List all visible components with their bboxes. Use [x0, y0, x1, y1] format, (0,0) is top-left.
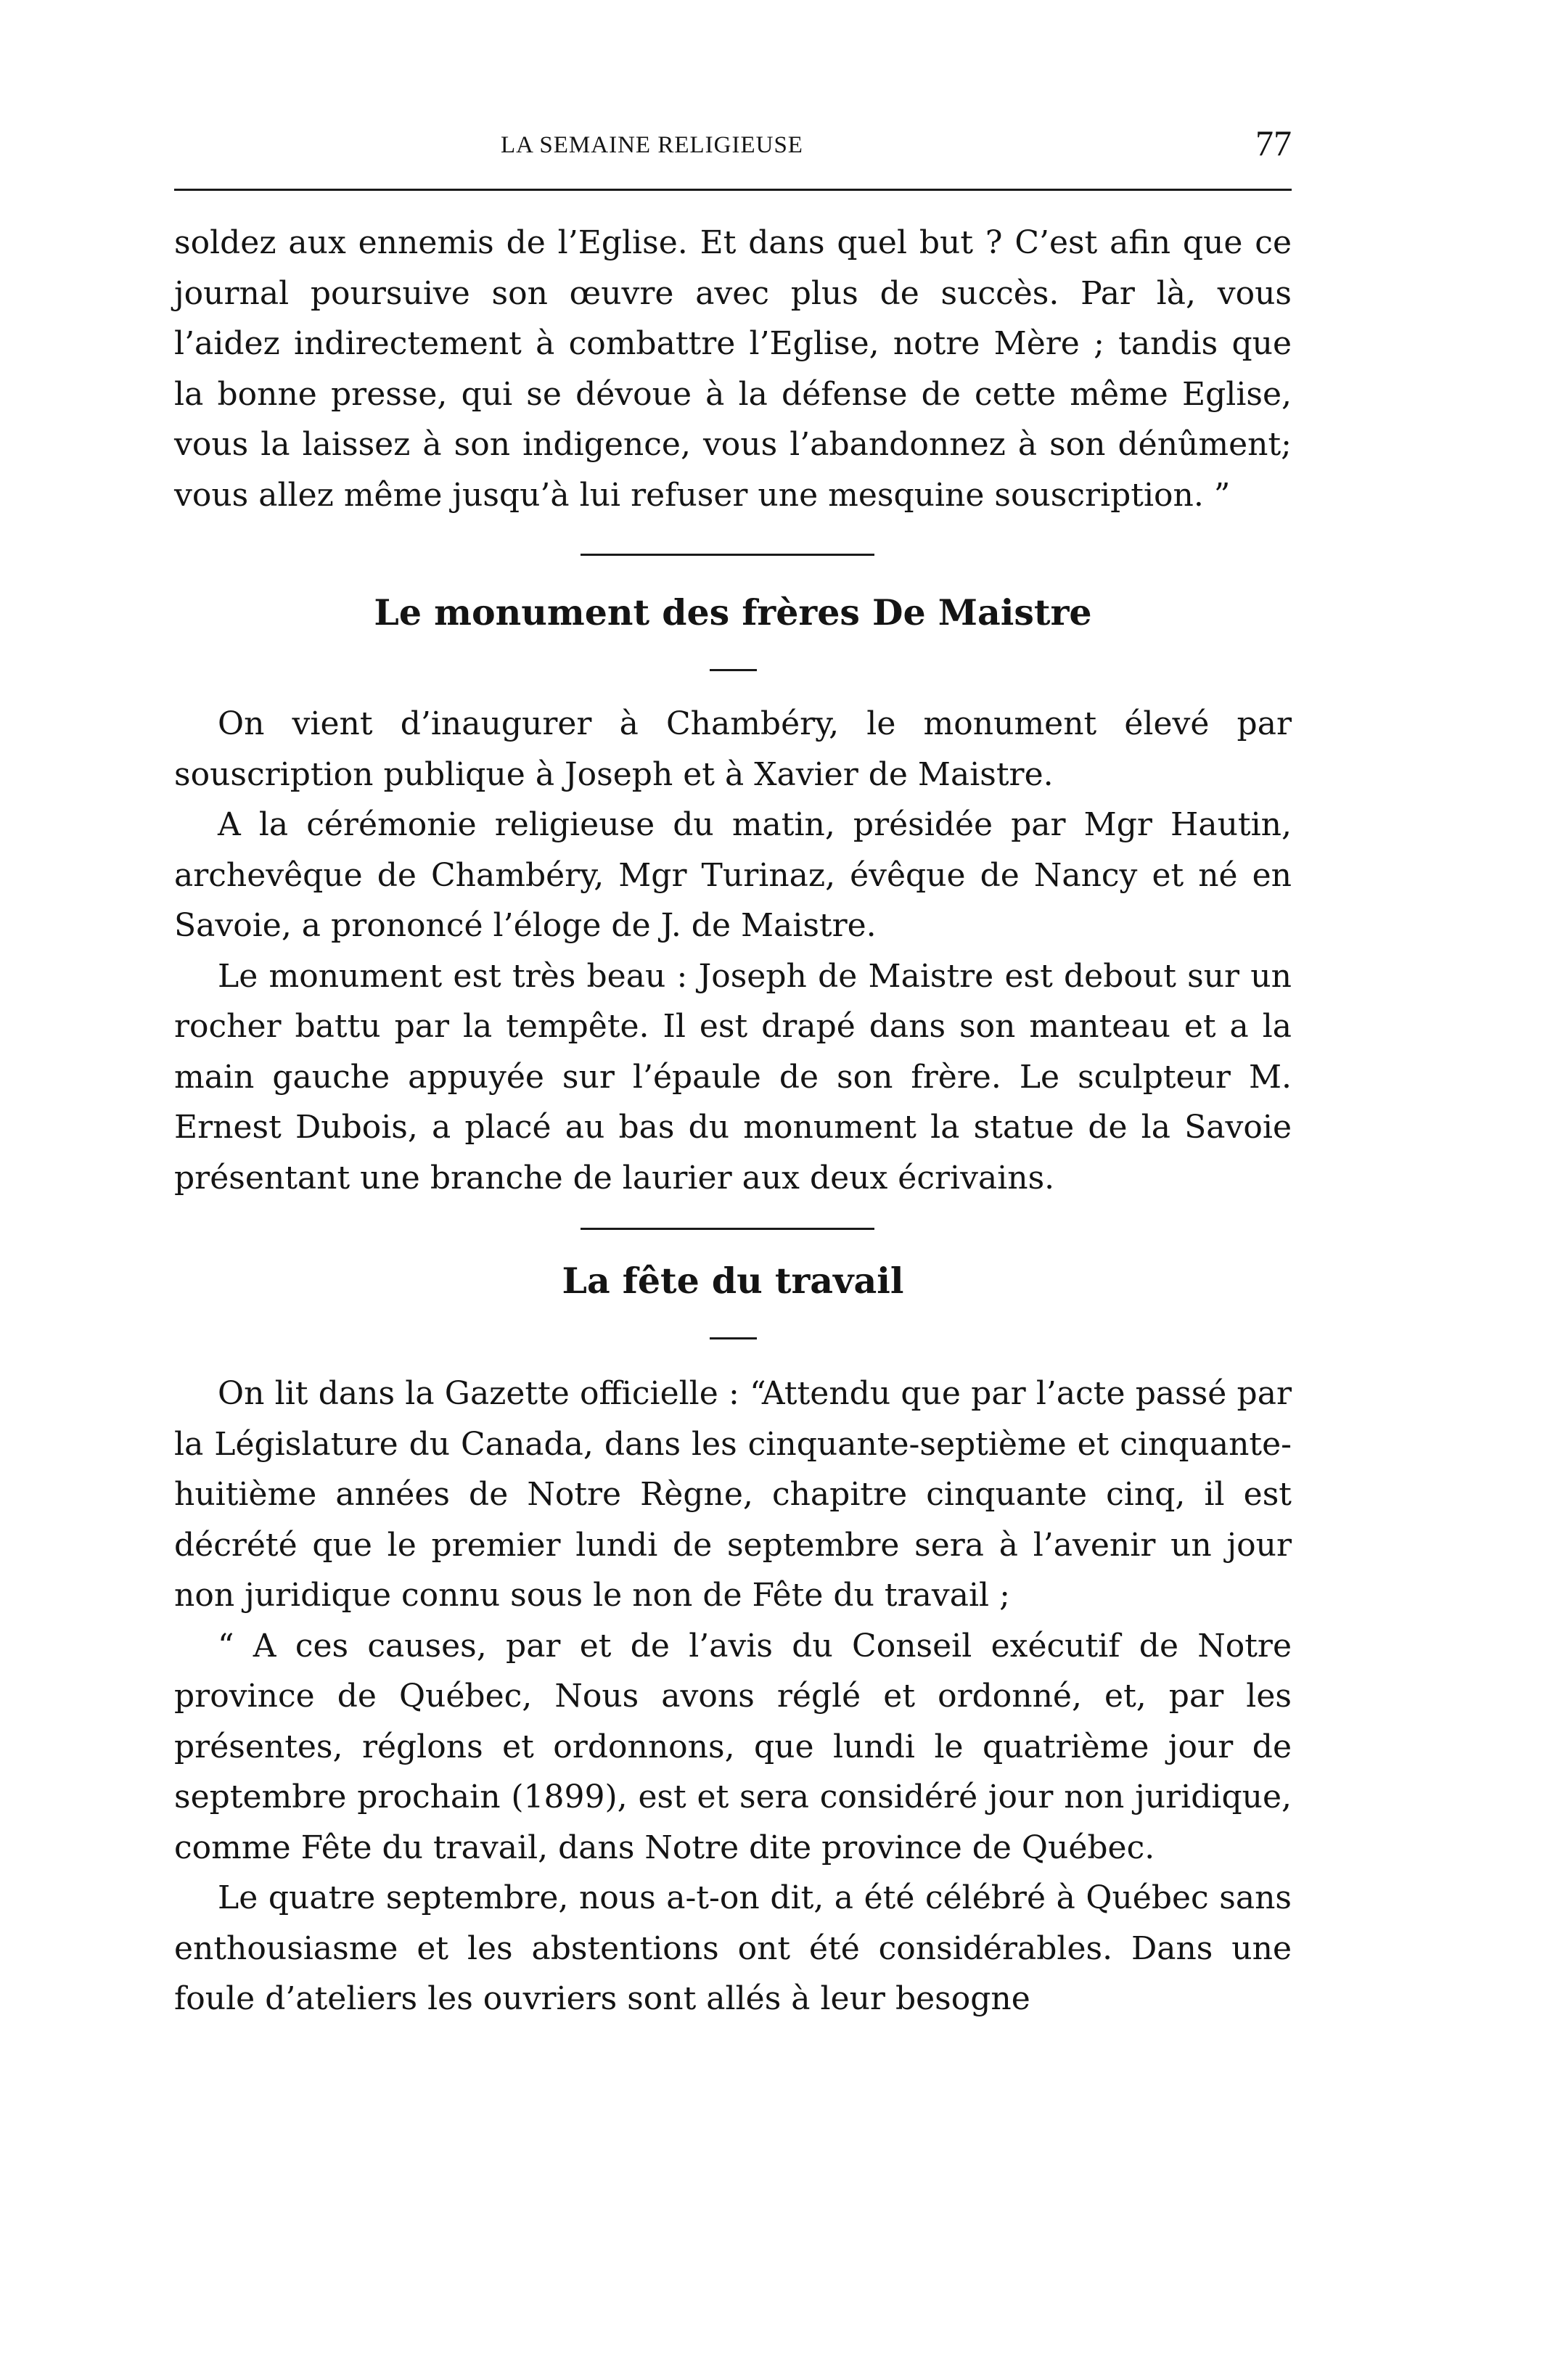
page-number: 77 — [1255, 123, 1292, 163]
running-title: LA SEMAINE RELIGIEUSE — [501, 132, 803, 158]
paragraph: A la cérémonie religieuse du matin, présidée par Mgr Hautin, archevêque de Chambéry, Mgr Turinaz, évêque de Nancy et né en Savoie, a prononcé l’éloge de J. de Maistre. — [174, 806, 1292, 944]
section-divider — [581, 554, 874, 556]
section-heading-fete: La fête du travail — [562, 1260, 904, 1302]
intro-paragraph: soldez aux ennemis de l’Eglise. Et dans quel but ? C’est afin que ce journal poursuive son œuvre avec plus de succès. Par là, vous l’aidez indirectement à combattre l’Eglise, notre Mère ; tandis que la bonne presse, qui se dévoue à la défense de cette même Eglise, vous la laissez à son indigence, vous l’abandonnez à son dénûment; vous allez même jusqu’à lui refuser une mesquine souscription. ” — [174, 224, 1292, 514]
section-heading-monument: Le monument des frères De Maistre — [374, 591, 1092, 633]
paragraph: Le monument est très beau : Joseph de Maistre est debout sur un rocher battu par la tempête. Il est drapé dans son manteau et a la main gauche appuyée sur l’épaule de son frère. Le sculpteur M. Ernest Dubois, a placé au bas du monument la statue de la Savoie présentant une branche de laurier aux deux écrivains. — [174, 957, 1292, 1197]
paragraph: On lit dans la Gazette officielle : “Attendu que par l’acte passé par la Législature du Canada, dans les cinquante-septième et cinquante-huitième années de Notre Règne, chapitre cinquante cinq, il est décrété que le premier lundi de septembre sera à l’avenir un jour non juridique connu sous le non de Fête du travail ; — [174, 1375, 1292, 1614]
header-rule — [174, 189, 1292, 191]
paragraph: Le quatre septembre, nous a-t-on dit, a été célébré à Québec sans enthousiasme et les abstentions ont été considérables. Dans une foule d’ateliers les ouvriers sont allés à leur besogne — [174, 1879, 1292, 2017]
heading-dash — [710, 1337, 757, 1339]
paragraph: “ A ces causes, par et de l’avis du Conseil exécutif de Notre province de Québec, Nous avons réglé et ordonné, et, par les présentes, réglons et ordonnons, que lundi le quatrième jour de septembre prochain (1899), est et sera considéré jour non juridique, comme Fête du travail, dans Notre dite province de Québec. — [174, 1627, 1292, 1866]
page — [174, 116, 1292, 2017]
section-divider — [581, 1228, 874, 1230]
page-body — [174, 218, 1292, 2024]
running-header — [174, 116, 1292, 167]
paragraph: On vient d’inaugurer à Chambéry, le monument élevé par souscription publique à Joseph et à Xavier de Maistre. — [174, 705, 1292, 793]
heading-dash — [710, 669, 757, 671]
